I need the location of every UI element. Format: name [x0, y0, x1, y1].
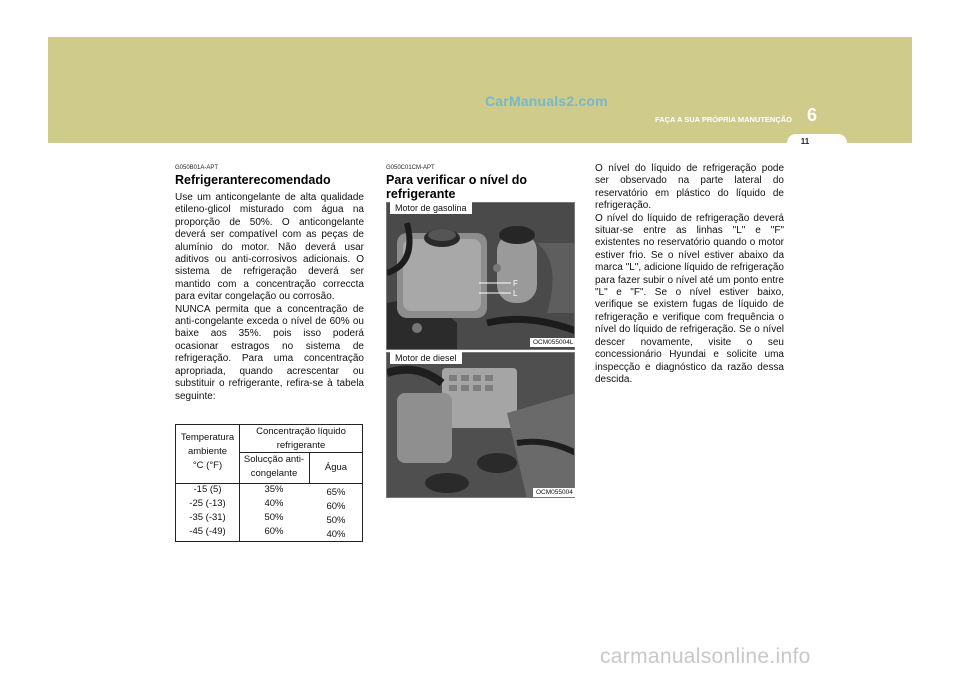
- header-band: [48, 37, 912, 143]
- table-cell: -25 (-13): [189, 498, 226, 509]
- table-cell: -45 (-49): [189, 526, 226, 537]
- brand-link[interactable]: CarManuals2.com: [485, 93, 608, 109]
- table-cell: -35 (-31): [189, 512, 226, 523]
- page-number: 11: [800, 137, 810, 146]
- antifreeze-values: [239, 483, 309, 539]
- table-cell: 50%: [326, 515, 346, 526]
- section-title-left: Refrigeranterecomendado: [175, 173, 331, 187]
- header-temperature: Temperatura ambiente °C (°F): [180, 432, 235, 471]
- mark-l: L: [513, 289, 518, 298]
- coolant-concentration-table: [175, 424, 363, 542]
- chapter-title: FAÇA A SUA PRÓPRIA MANUTENÇÃO: [655, 115, 792, 124]
- chapter-number: 6: [806, 105, 817, 125]
- section-code-middle: G050C01CM-APT: [386, 165, 435, 171]
- table-cell: 60%: [326, 501, 346, 512]
- header-water: Água: [324, 462, 348, 473]
- diesel-engine-photo: [386, 352, 575, 498]
- water-values: [310, 486, 362, 542]
- diesel-engine-label: Motor de diesel: [390, 352, 462, 364]
- temperature-values: [176, 483, 239, 539]
- right-body-text: [595, 163, 784, 386]
- table-cell: 60%: [264, 526, 284, 537]
- left-paragraph-1: Use um anticongelante de alta qualidade etileno-glicol misturado com água na proporção de 50%. O anticongelante deverá ser compatível com as peças de alumínio do motor. Não deverá usar aditivos ou anti-corrosivos adicionais. O sistema de refrigeração deverá ser mantido com a concentração correccta para evitar congelação ou corrosão.: [175, 192, 364, 303]
- right-paragraph-2: O nível do líquido de refrigeração deverá situar-se entre as linhas "L" e "F" existentes no reservatório quando o motor estiver frio. Se o nível estiver abaixo da marca "L", adicione líquido de refrigeração para fazer subir o nível até um ponto entre "L" e "F". Se o nível estiver baixo, verifique se existem fugas de líquido de refrigeração e verifique com frequência o nível do líquido de refrigeração. Se o nível descer novamente, visite o seu concessionário Hyundai e solicite uma inspecção e diagnóstico da razão dessa descida.: [595, 212, 784, 385]
- table-cell: -15 (5): [193, 484, 222, 495]
- mark-f: F: [513, 279, 518, 288]
- left-body-text: [175, 192, 364, 403]
- header-concentration: Concentração líquido refrigerante: [256, 426, 346, 451]
- table-cell: 40%: [264, 498, 284, 509]
- table-cell: 35%: [264, 484, 284, 495]
- gasoline-engine-photo: [386, 202, 575, 350]
- gasoline-engine-label: Motor de gasolina: [390, 202, 472, 214]
- section-code-left: G050B01A-APT: [175, 165, 219, 171]
- table-cell: 50%: [264, 512, 284, 523]
- right-paragraph-1: O nível do líquido de refrigeração pode ser observado na parte lateral do reservatório em plástico do líquido de refrigeração.: [595, 163, 784, 212]
- section-title-middle: Para verificar o nível do refrigerante: [386, 173, 528, 201]
- table-cell: 65%: [326, 487, 346, 498]
- left-paragraph-2: NUNCA permita que a concentração de anti-congelante exceda o nível de 60% ou baixe aos 35%. pois isso poderá ocasionar estragos no sistema de refrigeração. Para uma concentração apropriada, quando acrescentar ou substituir o refrigerante, refira-se à tabela seguinte:: [175, 303, 364, 402]
- header-antifreeze: Solucção anti- congelante: [243, 454, 305, 479]
- watermark: carmanualsonline.info: [600, 645, 811, 668]
- diesel-figure-code: OCM055004: [533, 488, 576, 497]
- gasoline-figure-code: OCM055004L: [530, 338, 576, 347]
- table-cell: 40%: [326, 529, 346, 540]
